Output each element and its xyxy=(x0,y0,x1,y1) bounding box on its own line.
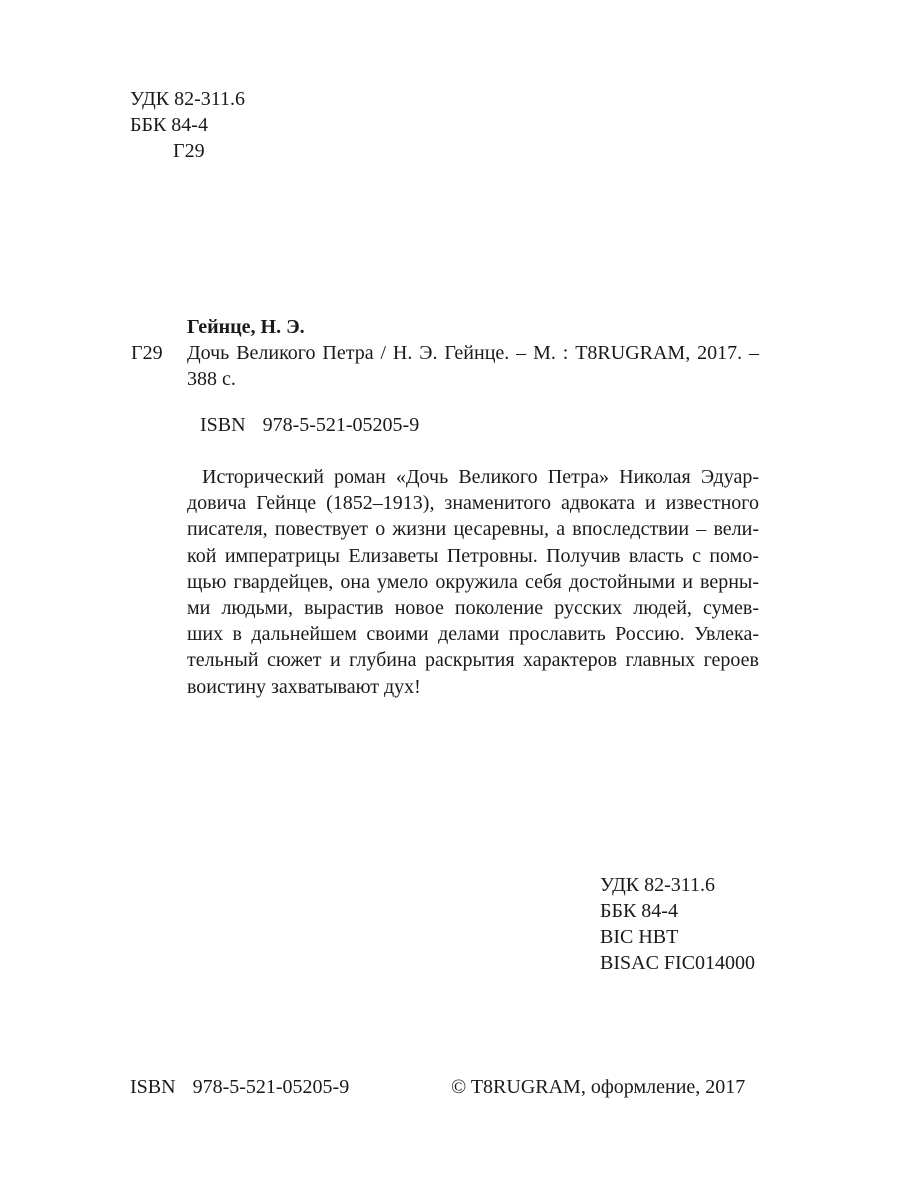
title-line-1-text: Дочь Великого Петра / Н. Э. Гейнце. – М. : T8RUGRAM, 2017. – xyxy=(187,342,759,364)
author-heading: Гейнце, Н. Э. xyxy=(187,316,305,338)
margin-author-mark: Г29 xyxy=(131,342,163,364)
annotation-line: довича Гейнце (1852–1913), знаменитого адвоката и известного xyxy=(187,492,759,515)
title-line-2: 388 с. xyxy=(187,368,236,390)
record-isbn xyxy=(200,412,419,438)
class-bbk: ББК 84-4 xyxy=(600,900,678,922)
annotation-line: ших в дальнейшем своими делами прославить Россию. Увлека- xyxy=(187,623,759,646)
record-isbn-label: ISBN xyxy=(200,414,246,436)
class-bic: BIC HBT xyxy=(600,926,679,948)
annotation-paragraph xyxy=(187,464,759,700)
top-author-mark: Г29 xyxy=(173,140,205,162)
title-line-1 xyxy=(187,340,759,366)
record-isbn-value: 978-5-521-05205-9 xyxy=(262,414,420,436)
footer-isbn-value: 978-5-521-05205-9 xyxy=(192,1076,350,1098)
class-udk: УДК 82-311.6 xyxy=(600,874,716,896)
footer-copyright: © T8RUGRAM, оформление, 2017 xyxy=(451,1076,746,1098)
annotation-line: щью гвардейцев, она умело окружила себя достойными и верны- xyxy=(187,570,759,593)
annotation-line: кой императрицы Елизаветы Петровны. Получив власть с помо- xyxy=(187,544,759,567)
annotation-line: ми людьми, вырастив новое поколение русских людей, сумев- xyxy=(187,596,759,619)
annotation-line: писателя, повествует о жизни цесаревны, а впоследствии – вели- xyxy=(187,518,759,541)
footer-isbn-label: ISBN xyxy=(130,1076,176,1098)
footer-isbn xyxy=(130,1074,349,1100)
top-udk: УДК 82-311.6 xyxy=(130,88,246,110)
annotation-line: воистину захватывают дух! xyxy=(187,675,421,698)
class-bisac: BISAC FIC014000 xyxy=(600,952,756,974)
annotation-line: тельный сюжет и глубина раскрытия характеров главных героев xyxy=(187,649,759,672)
top-bbk: ББК 84-4 xyxy=(130,114,208,136)
annotation-line: Исторический роман «Дочь Великого Петра» Николая Эдуар- xyxy=(202,466,759,488)
